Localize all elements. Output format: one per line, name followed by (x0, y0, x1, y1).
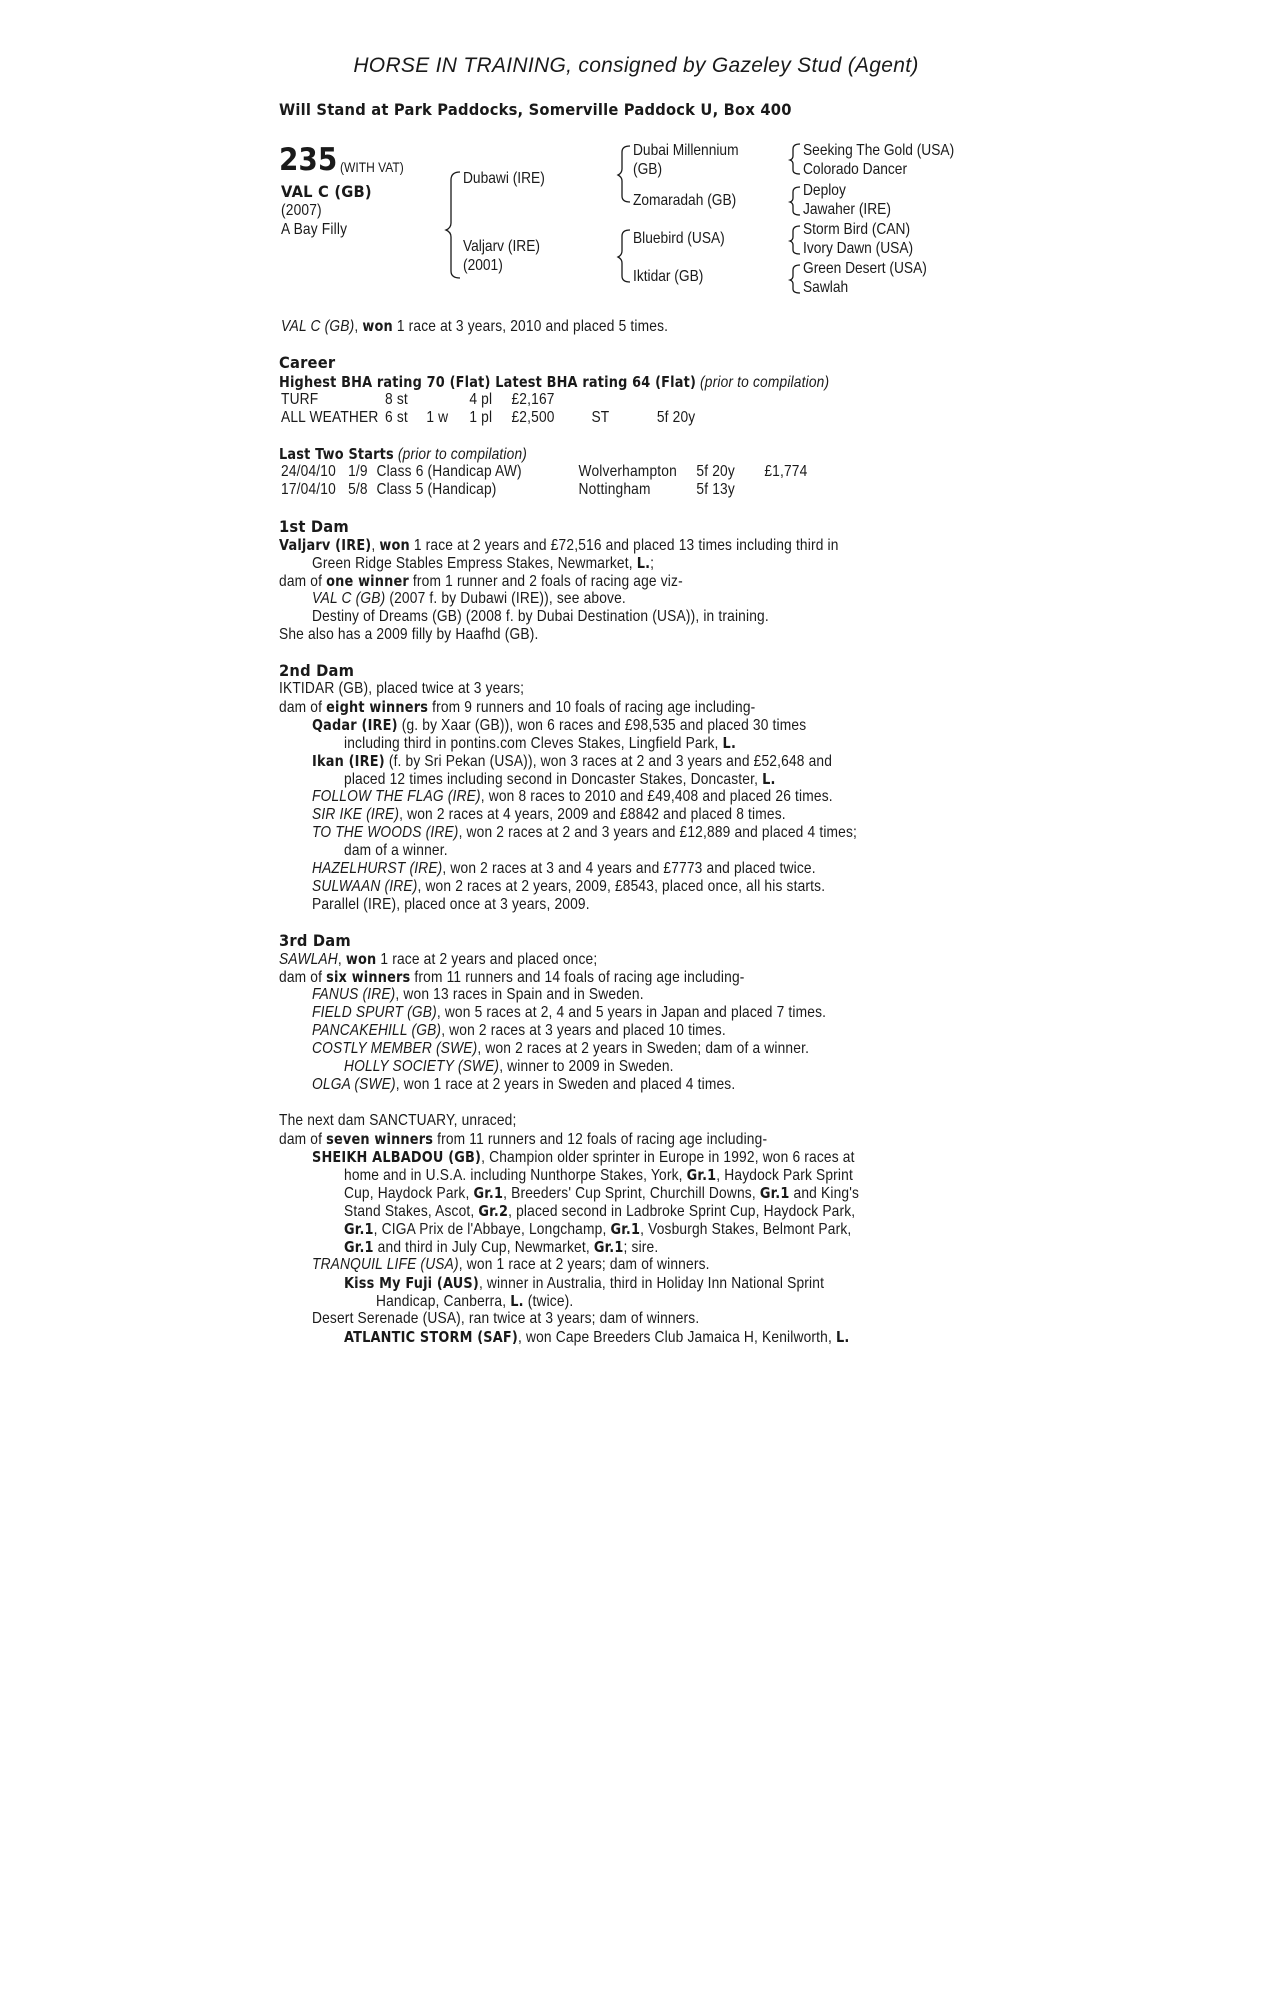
race-summary: VAL C (GB), won 1 race at 3 years, 2010 and placed 5 times. (281, 317, 669, 335)
last-two-heading: Last Two Starts (prior to compilation) (279, 445, 528, 463)
second-dam-line: including third in pontins.com Cleves Stakes, Lingfield Park, L. (344, 734, 737, 752)
horse-name: VAL C (GB) (281, 182, 372, 201)
lot-number: 235 (279, 142, 338, 178)
third-dam-line: FANUS (IRE), won 13 races in Spain and in Sweden. (312, 986, 644, 1003)
gen3-bracket-4 (790, 265, 800, 293)
next-dam-line: Gr.1 and third in July Cup, Newmarket, Gr.1; sire. (344, 1238, 659, 1256)
second-dam-line: HAZELHURST (IRE), won 2 races at 3 and 4 years and £7773 and placed twice. (312, 860, 816, 877)
bha-rating: Highest BHA rating 70 (Flat) Latest BHA rating 64 (Flat) (prior to compilation) (279, 373, 830, 391)
third-dam-line: COSTLY MEMBER (SWE), won 2 races at 2 years in Sweden; dam of a winner. (312, 1040, 810, 1057)
second-dam-line: IKTIDAR (GB), placed twice at 3 years; (279, 680, 525, 697)
pedigree-g4-7: Green Desert (USA) (803, 260, 927, 277)
next-dam-line: SHEIKH ALBADOU (GB), Champion older sprinter in Europe in 1992, won 6 races at (312, 1148, 855, 1166)
pedigree-dam-year: (2001) (463, 257, 503, 274)
second-dam-line: Parallel (IRE), placed once at 3 years, 2009. (312, 896, 590, 913)
third-dam-line: dam of six winners from 11 runners and 14 foals of racing age including- (279, 968, 745, 986)
pedigree-g4-1: Seeking The Gold (USA) (803, 142, 955, 159)
third-dam-line: HOLLY SOCIETY (SWE), winner to 2009 in Sweden. (344, 1058, 674, 1075)
second-dam-line: Qadar (IRE) (g. by Xaar (GB)), won 6 races and £98,535 and placed 30 times (312, 716, 807, 734)
next-dam-line: Cup, Haydock Park, Gr.1, Breeders' Cup Sprint, Churchill Downs, Gr.1 and King's (344, 1184, 860, 1202)
third-dam-line: SAWLAH, won 1 race at 2 years and placed once; (279, 950, 598, 968)
first-dam-line: dam of one winner from 1 runner and 2 foals of racing age viz- (279, 572, 683, 590)
first-dam-line: Valjarv (IRE), won 1 race at 2 years and £72,516 and placed 13 times including third in (279, 536, 839, 554)
first-dam-line: Destiny of Dreams (GB) (2008 f. by Dubai Destination (USA)), in training. (312, 608, 769, 625)
horse-year: (2007) (281, 202, 322, 219)
page-title: HORSE IN TRAINING, consigned by Gazeley Stud (Agent) (353, 54, 919, 77)
second-dam-line: dam of eight winners from 9 runners and 10 foals of racing age including- (279, 698, 756, 716)
next-dam-line: TRANQUIL LIFE (USA), won 1 race at 2 years; dam of winners. (312, 1256, 710, 1273)
gen1-bracket (446, 172, 460, 278)
third-dam-heading: 3rd Dam (279, 931, 351, 950)
next-dam-line: Kiss My Fuji (AUS), winner in Australia, third in Holiday Inn National Sprint (344, 1274, 825, 1292)
pedigree-sire-sire: Dubai Millennium (633, 142, 739, 159)
gen2-bracket-sire (618, 146, 630, 202)
second-dam-line: Ikan (IRE) (f. by Sri Pekan (USA)), won 3 races at 2 and 3 years and £52,648 and (312, 752, 833, 770)
second-dam-line: SULWAAN (IRE), won 2 races at 2 years, 2009, £8543, placed once, all his starts. (312, 878, 826, 895)
pedigree-sire: Dubawi (IRE) (463, 170, 545, 187)
second-dam-line: dam of a winner. (344, 842, 448, 859)
second-dam-line: placed 12 times including second in Doncaster Stakes, Doncaster, L. (344, 770, 776, 788)
second-dam-line: SIR IKE (IRE), won 2 races at 4 years, 2009 and £8842 and placed 8 times. (312, 806, 786, 823)
next-dam-line: Gr.1, CIGA Prix de l'Abbaye, Longchamp, Gr.1, Vosburgh Stakes, Belmont Park, (344, 1220, 852, 1238)
catalogue-page: HORSE IN TRAINING, consigned by Gazeley Stud (Agent) Will Stand at Park Paddocks, Somerville Paddock U, Box 400 235 (WITH VAT) VAL C (GB) (2007) A Bay Filly Dubawi (IRE) Valjarv (IRE) (2001) Dubai Millennium (GB) Zomaradah (GB) Bluebird (USA) Iktidar (GB) Seeking The Gold (USA) Colorado Dancer Deploy Jawaher (IRE) Storm Bird (CAN) Ivory Dawn (USA) Green Desert (USA) Sawlah VAL C (GB), won 1 race at 3 years, 2010 and placed 5 times. Career Highest BHA rating 70 (Flat) Latest BHA rating 64 (Flat) (prior to compilation) TURF 8 st 4 pl £2,167 ALL WEATHER 6 st 1 w 1 pl £2,500 ST 5f 20y Last Two Starts (prior to compilation) 24/04/10 1/9 Class 6 (Handicap AW) Wolverhampton 5f 20y £1,774 17/04/10 5/8 Class 5 (Handicap) Nottingham 5f 13y 1st Dam Valjarv (IRE), won 1 race at 2 years and £72,516 and placed 13 times including third in Green Ridge Stables Empress Stakes, Newmarket, L.; dam of one winner from 1 runner and 2 foals of racing age viz- VAL C (GB) (2007 f. by Dubawi (IRE)), see above. Destiny of Dreams (GB) (2008 f. by Dubai Destination (USA)), in training. She also has a 2009 filly by Haafhd (GB). 2nd Dam IKTIDAR (GB), placed twice at 3 years; dam of eight winners from 9 runners and 10 foals of racing age including- Qadar (IRE) (g. by Xaar (GB)), won 6 races and £98,535 and placed 30 times including third in pontins.com Cleves Stakes, Lingfield Park, L. Ikan (IRE) (f. by Sri Pekan (USA)), won 3 races at 2 and 3 years and £52,648 and placed 12 times including second in Doncaster Stakes, Doncaster, L. FOLLOW THE FLAG (IRE), won 8 races to 2010 and £49,408 and placed 26 times. SIR IKE (IRE), won 2 races at 4 years, 2009 and £8842 and placed 8 times. TO THE WOODS (IRE), won 2 races at 2 and 3 years and £12,889 and placed 4 times; dam of a winner. HAZELHURST (IRE), won 2 races at 3 and 4 years and £7773 and placed twice. SULWAAN (IRE), won 2 races at 2 years, 2009, £8543, placed once, all his starts. Parallel (IRE), placed once at 3 years, 2009. 3rd Dam SAWLAH, won 1 race at 2 years and placed once; dam of six winners from 11 runners and 14 foals of racing age including- FANUS (IRE), won 13 races in Spain and in Sweden. FIELD SPURT (GB), won 5 races at 2, 4 and 5 years in Japan and placed 7 times. PANCAKEHILL (GB), won 2 races at 3 years and placed 10 times. COSTLY MEMBER (SWE), won 2 races at 2 years in Sweden; dam of a winner. HOLLY SOCIETY (SWE), winner to 2009 in Sweden. OLGA (SWE), won 1 race at 2 years in Sweden and placed 4 times. The next dam SANCTUARY, unraced; dam of seven winners from 11 runners and 12 foals of racing age including- SHEIKH ALBADOU (GB), Champion older sprinter in Europe in 1992, won 6 races at home and in U.S.A. including Nunthorpe Stakes, York, Gr.1, Haydock Park Sprint Cup, Haydock Park, Gr.1, Breeders' Cup Sprint, Churchill Downs, Gr.1 and King's Stand Stakes, Ascot, Gr.2, placed second in Ladbroke Sprint Cup, Haydock Park, Gr.1, CIGA Prix de l'Abbaye, Longchamp, Gr.1, Vosburgh Stakes, Belmont Park, Gr.1 and third in July Cup, Newmarket, Gr.1; sire. TRANQUIL LIFE (USA), won 1 race at 2 years; dam of winners. Kiss My Fuji (AUS), winner in Australia, third in Holiday Inn National Sprint Handicap, Canberra, L. (twice). Desert Serenade (USA), ran twice at 3 years; dam of winners. ATLANTIC STORM (SAF), won Cape Breeders Club Jamaica H, Kenilworth, L. (0, 0, 1272, 2000)
pedigree-dam: Valjarv (IRE) (463, 238, 540, 255)
pedigree-sire-dam: Zomaradah (GB) (633, 192, 737, 209)
next-dam-line: dam of seven winners from 11 runners and 12 foals of racing age including- (279, 1130, 768, 1148)
third-dam-line: FIELD SPURT (GB), won 5 races at 2, 4 and 5 years in Japan and placed 7 times. (312, 1004, 827, 1021)
first-dam-heading: 1st Dam (279, 517, 349, 536)
next-dam-line: The next dam SANCTUARY, unraced; (279, 1112, 517, 1129)
pedigree-g4-3: Deploy (803, 182, 846, 199)
pedigree-g4-6: Ivory Dawn (USA) (803, 240, 914, 257)
next-dam-line: ATLANTIC STORM (SAF), won Cape Breeders Club Jamaica H, Kenilworth, L. (344, 1328, 850, 1346)
pedigree-dam-dam: Iktidar (GB) (633, 268, 704, 285)
pedigree-g4-8: Sawlah (803, 279, 849, 296)
first-dam-line: Green Ridge Stables Empress Stakes, Newmarket, L.; (312, 554, 655, 572)
next-dam-line: home and in U.S.A. including Nunthorpe Stakes, York, Gr.1, Haydock Park Sprint (344, 1166, 853, 1184)
career-heading: Career (279, 353, 336, 372)
next-dam-line: Stand Stakes, Ascot, Gr.2, placed second in Ladbroke Sprint Cup, Haydock Park, (344, 1202, 856, 1220)
pedigree-g4-4: Jawaher (IRE) (803, 201, 891, 218)
first-dam-line: VAL C (GB) (2007 f. by Dubawi (IRE)), see above. (312, 590, 626, 607)
horse-description: A Bay Filly (281, 221, 348, 238)
pedigree-g4-2: Colorado Dancer (803, 161, 908, 178)
next-dam-line: Desert Serenade (USA), ran twice at 3 years; dam of winners. (312, 1310, 700, 1327)
pedigree-sire-sire-country: (GB) (633, 161, 663, 178)
next-dam-line: Handicap, Canberra, L. (twice). (376, 1292, 574, 1310)
stand-location: Will Stand at Park Paddocks, Somerville Paddock U, Box 400 (279, 100, 792, 119)
gen3-bracket-2 (790, 187, 800, 215)
pedigree-dam-sire: Bluebird (USA) (633, 230, 725, 247)
gen3-bracket-3 (790, 226, 800, 254)
second-dam-line: FOLLOW THE FLAG (IRE), won 8 races to 2010 and £49,408 and placed 26 times. (312, 788, 833, 805)
first-dam-line: She also has a 2009 filly by Haafhd (GB). (279, 626, 539, 643)
pedigree-g4-5: Storm Bird (CAN) (803, 221, 911, 238)
third-dam-line: PANCAKEHILL (GB), won 2 races at 3 years and placed 10 times. (312, 1022, 726, 1039)
vat-note: (WITH VAT) (340, 159, 404, 175)
third-dam-line: OLGA (SWE), won 1 race at 2 years in Sweden and placed 4 times. (312, 1076, 736, 1093)
gen3-bracket-1 (790, 144, 800, 174)
second-dam-line: TO THE WOODS (IRE), won 2 races at 2 and 3 years and £12,889 and placed 4 times; (312, 824, 858, 841)
gen2-bracket-dam (618, 230, 630, 282)
second-dam-heading: 2nd Dam (279, 661, 355, 680)
